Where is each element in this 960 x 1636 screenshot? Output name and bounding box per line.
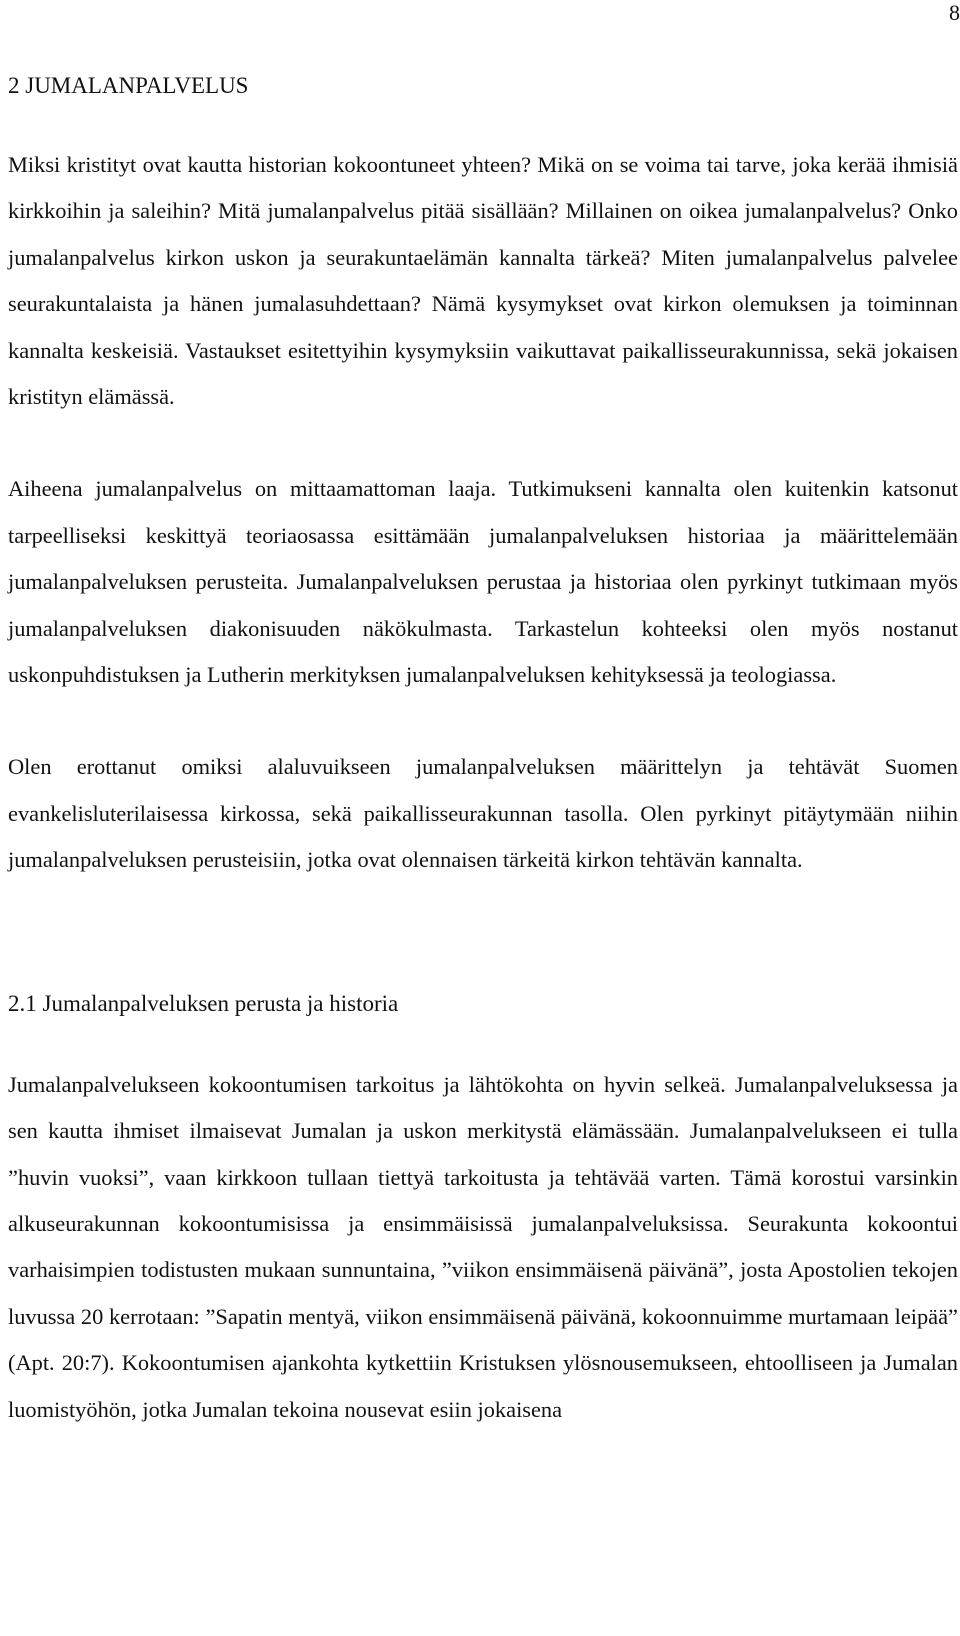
spacer — [8, 104, 958, 142]
section-paragraph: Jumalanpalvelukseen kokoontumisen tarkoitus ja lähtökohta on hyvin selkeä. Jumalanpalveluksessa ja sen kautta ihmiset ilmaisevat Jumalan ja uskon merkitystä elämässään. Jumalanpalvelukseen ei tulla ”huvin vuoksi”, vaan kirkkoon tullaan tiettyä tarkoitusta ja tehtävää varten. Tämä korostui varsinkin alkuseurakunnan kokoontumisissa ja ensimmäisissä jumalanpalveluksissa. Seurakunta kokoontui varhaisimpien todistusten mukaan sunnuntaina, ”viikon ensimmäisenä päivänä”, josta Apostolien tekojen luvussa 20 kerrotaan: ”Sapatin mentyä, viikon ensimmäisenä päivänä, kokoonnuimme murtamaan leipää” (Apt. 20:7). Kokoontumisen ajankohta kytkettiin Kristuksen ylösnousemukseen, ehtoolliseen ja Jumalan luomistyöhön, jotka Jumalan tekoina nousevat esiin jokaisena — [8, 1071, 958, 1422]
chapter-title: 2 JUMALANPALVELUS — [8, 73, 249, 98]
spacer — [8, 698, 958, 744]
spacer — [8, 1022, 958, 1062]
section-title: 2.1 Jumalanpalveluksen perusta ja historia — [8, 990, 399, 1016]
page-number: 8 — [949, 0, 960, 25]
document-body — [8, 68, 958, 1433]
paragraph-intro-2: Aiheena jumalanpalvelus on mittaamattoman laaja. Tutkimukseni kannalta olen kuitenkin katsonut tarpeelliseksi keskittyä teoriaosassa esittämään jumalanpalveluksen historiaa ja määrittelemään jumalanpalveluksen perusteita. Jumalanpalveluksen perustaa ja historiaa olen pyrkinyt tutkimaan myös jumalanpalveluksen diakonisuuden näkökulmasta. Tarkastelun kohteeksi olen myös nostanut uskonpuhdistuksen ja Lutherin merkityksen jumalanpalveluksen kehityksessä ja teologiassa. — [8, 476, 958, 688]
spacer — [8, 420, 958, 466]
paragraph-intro-1: Miksi kristityt ovat kautta historian kokoontuneet yhteen? Mikä on se voima tai tarve, joka kerää ihmisiä kirkkoihin ja saleihin? Mitä jumalanpalvelus pitää sisällään? Millainen on oikea jumalanpalvelus? Onko jumalanpalvelus kirkon uskon ja seurakuntaelämän kannalta tärkeä? Miten jumalanpalvelus palvelee seurakuntalaista ja hänen jumalasuhdettaan? Nämä kysymykset ovat kirkon olemuksen ja toiminnan kannalta keskeisiä. Vastaukset esitettyihin kysymyksiin vaikuttavat paikallisseurakunnissa, sekä jokaisen kristityn elämässä. — [8, 152, 958, 410]
spacer — [8, 884, 958, 986]
paragraph-intro-3: Olen erottanut omiksi alaluvuikseen jumalanpalveluksen määrittelyn ja tehtävät Suomen evankelisluterilaisessa kirkossa, sekä paikallisseurakunnan tasolla. Olen pyrkinyt pitäytymään niihin jumalanpalveluksen perusteisiin, jotka ovat olennaisen tärkeitä kirkon tehtävän kannalta. — [8, 754, 958, 873]
